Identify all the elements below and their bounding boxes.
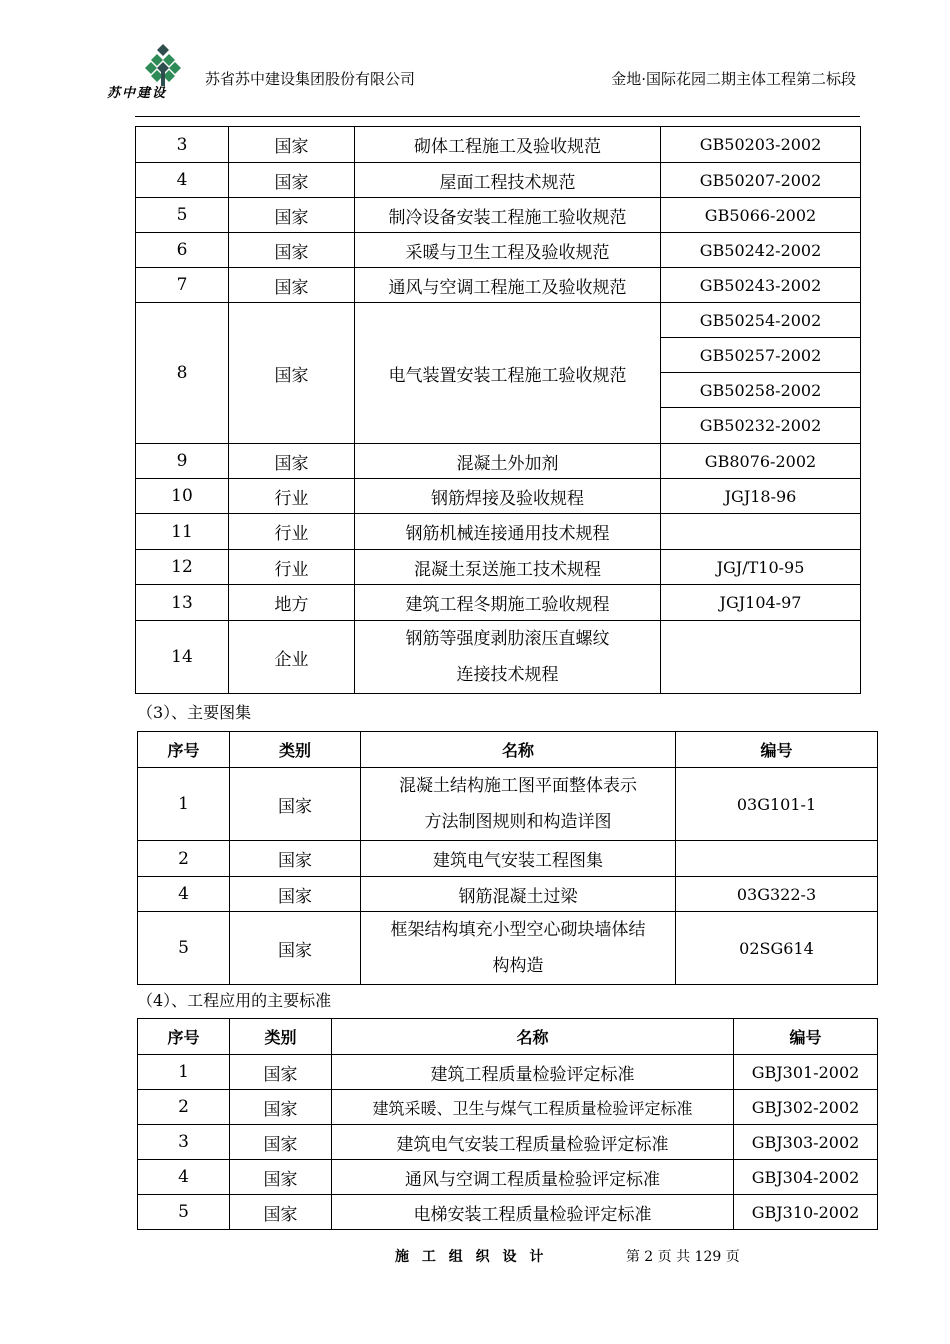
footer-doc-title: 施 工 组 织 设 计	[395, 1249, 548, 1265]
logo-icon	[135, 38, 191, 88]
row-code: GB50203-2002	[661, 127, 861, 163]
row-name-line: 连接技术规程	[456, 665, 559, 685]
row-category: 国家	[230, 1195, 332, 1230]
row-name: 混凝土外加剂	[355, 444, 661, 479]
column-header: 序号	[138, 732, 230, 768]
column-header: 编号	[676, 732, 878, 768]
row-name-line: 钢筋等强度剥肋滚压直螺纹	[405, 629, 610, 649]
row-category: 国家	[229, 198, 355, 233]
row-category: 国家	[230, 912, 361, 985]
table-row	[136, 233, 861, 268]
row-category: 行业	[229, 479, 355, 514]
page-number: 第 2 页 共 129 页	[625, 1249, 740, 1265]
row-number: 8	[136, 303, 229, 444]
row-code: GBJ302-2002	[734, 1090, 878, 1125]
row-code: 03G322-3	[676, 877, 878, 912]
row-code: JGJ104-97	[661, 585, 861, 621]
table-row	[136, 479, 861, 514]
row-name: 通风与空调工程施工及验收规范	[355, 268, 661, 303]
row-name: 电梯安装工程质量检验评定标准	[332, 1195, 734, 1230]
row-code: GBJ310-2002	[734, 1195, 878, 1230]
page-footer	[395, 1246, 740, 1266]
row-name-line: 构构造	[492, 956, 544, 976]
table-row	[136, 163, 861, 198]
row-code: GBJ304-2002	[734, 1160, 878, 1195]
row-number: 7	[136, 268, 229, 303]
row-number: 3	[138, 1125, 230, 1160]
row-category: 国家	[229, 163, 355, 198]
row-name: 建筑工程质量检验评定标准	[332, 1055, 734, 1090]
row-category: 国家	[229, 268, 355, 303]
page-header	[107, 38, 860, 117]
table-row	[138, 1055, 878, 1090]
table-row	[138, 841, 878, 877]
row-category: 地方	[229, 585, 355, 621]
row-number: 11	[136, 514, 229, 550]
row-name: 采暖与卫生工程及验收规范	[355, 233, 661, 268]
row-code: GB50242-2002	[661, 233, 861, 268]
row-number: 12	[136, 550, 229, 585]
row-code: GB8076-2002	[661, 444, 861, 479]
row-category: 国家	[229, 444, 355, 479]
table-row	[136, 268, 861, 303]
standards-table	[135, 126, 861, 694]
table-row	[138, 768, 878, 841]
row-code: GB50254-2002	[661, 303, 861, 338]
row-code: GB50232-2002	[661, 408, 861, 444]
row-name: 钢筋机械连接通用技术规程	[355, 514, 661, 550]
table-row	[136, 514, 861, 550]
row-code: 02SG614	[676, 912, 878, 985]
row-number: 5	[136, 198, 229, 233]
row-name: 屋面工程技术规范	[355, 163, 661, 198]
row-code: GB50243-2002	[661, 268, 861, 303]
row-code: GB50257-2002	[661, 338, 861, 373]
row-code	[676, 841, 878, 877]
row-number: 4	[138, 1160, 230, 1195]
table-row	[138, 1125, 878, 1160]
row-name-line: 框架结构填充小型空心砌块墙体结	[390, 920, 646, 940]
section-title: （3）、主要图集	[137, 703, 252, 722]
row-number: 9	[136, 444, 229, 479]
row-name: 电气装置安装工程施工验收规范	[355, 303, 661, 444]
row-code: JGJ/T10-95	[661, 550, 861, 585]
row-name: 钢筋混凝土过梁	[361, 877, 676, 912]
row-code: GB50258-2002	[661, 373, 861, 408]
row-category: 国家	[229, 127, 355, 163]
row-name-line: 混凝土结构施工图平面整体表示	[399, 776, 637, 796]
row-name: 建筑电气安装工程图集	[361, 841, 676, 877]
table-row	[136, 198, 861, 233]
row-number: 14	[136, 621, 229, 694]
column-header: 序号	[138, 1019, 230, 1055]
row-number: 5	[138, 912, 230, 985]
section-title: （4）、工程应用的主要标准	[137, 991, 332, 1010]
table-header-row	[138, 732, 878, 768]
row-number: 3	[136, 127, 229, 163]
row-category: 国家	[230, 1160, 332, 1195]
row-name	[355, 621, 661, 694]
company-logo	[107, 38, 191, 101]
company-name: 苏省苏中建设集团股份有限公司	[205, 70, 416, 88]
quality-standards-table	[137, 1018, 878, 1230]
column-header: 类别	[230, 1019, 332, 1055]
row-code: 03G101-1	[676, 768, 878, 841]
row-name	[361, 768, 676, 841]
row-number: 4	[138, 877, 230, 912]
column-header: 编号	[734, 1019, 878, 1055]
row-category: 国家	[229, 233, 355, 268]
row-number: 5	[138, 1195, 230, 1230]
row-code	[661, 514, 861, 550]
row-category: 企业	[229, 621, 355, 694]
table-row	[136, 303, 861, 338]
row-name: 砌体工程施工及验收规范	[355, 127, 661, 163]
row-category: 国家	[230, 1125, 332, 1160]
table-row	[136, 621, 861, 694]
row-category: 国家	[230, 1090, 332, 1125]
row-number: 1	[138, 768, 230, 841]
row-category: 行业	[229, 550, 355, 585]
table-row	[136, 585, 861, 621]
row-code: GBJ303-2002	[734, 1125, 878, 1160]
row-category: 国家	[230, 768, 361, 841]
row-number: 13	[136, 585, 229, 621]
table-header-row	[138, 1019, 878, 1055]
row-number: 1	[138, 1055, 230, 1090]
logo-text: 苏中建设	[107, 86, 168, 101]
row-code: GB5066-2002	[661, 198, 861, 233]
table-row	[136, 127, 861, 163]
row-number: 2	[138, 841, 230, 877]
row-code: JGJ18-96	[661, 479, 861, 514]
row-category: 国家	[230, 877, 361, 912]
column-header: 类别	[230, 732, 361, 768]
row-category: 国家	[229, 303, 355, 444]
table-row	[138, 1160, 878, 1195]
table-row	[138, 912, 878, 985]
column-header: 名称	[361, 732, 676, 768]
row-name: 混凝土泵送施工技术规程	[355, 550, 661, 585]
row-code: GBJ301-2002	[734, 1055, 878, 1090]
row-category: 行业	[229, 514, 355, 550]
row-name-line: 方法制图规则和构造详图	[424, 812, 612, 832]
table-row	[136, 444, 861, 479]
row-number: 4	[136, 163, 229, 198]
row-code: GB50207-2002	[661, 163, 861, 198]
row-name: 建筑工程冬期施工验收规程	[355, 585, 661, 621]
column-header: 名称	[332, 1019, 734, 1055]
row-number: 6	[136, 233, 229, 268]
row-name: 钢筋焊接及验收规程	[355, 479, 661, 514]
atlas-table	[137, 731, 878, 985]
row-number: 10	[136, 479, 229, 514]
row-name: 制冷设备安装工程施工验收规范	[355, 198, 661, 233]
row-category: 国家	[230, 1055, 332, 1090]
row-name: 建筑采暖、卫生与煤气工程质量检验评定标准	[332, 1090, 734, 1125]
row-category: 国家	[230, 841, 361, 877]
project-name: 金地·国际花园二期主体工程第二标段	[611, 70, 856, 88]
row-code	[661, 621, 861, 694]
table-row	[138, 877, 878, 912]
table-row	[136, 550, 861, 585]
row-number: 2	[138, 1090, 230, 1125]
row-name: 通风与空调工程质量检验评定标准	[332, 1160, 734, 1195]
row-name: 建筑电气安装工程质量检验评定标准	[332, 1125, 734, 1160]
table-row	[138, 1090, 878, 1125]
table-row	[138, 1195, 878, 1230]
row-name	[361, 912, 676, 985]
